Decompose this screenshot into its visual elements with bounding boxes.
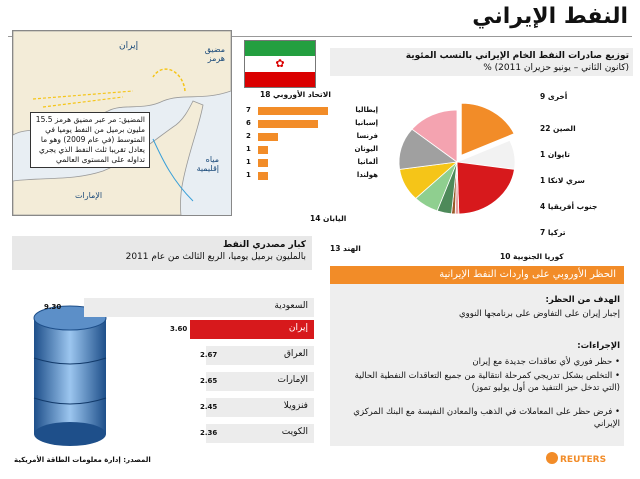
supplier-row xyxy=(206,398,314,417)
embargo-goal-title: الهدف من الحظر: xyxy=(545,295,620,305)
export-pie-chart xyxy=(392,86,522,266)
pie-label-japan: اليابان 14 xyxy=(310,214,347,223)
pie-label-eu: الاتحاد الأوروبي 18 xyxy=(260,90,331,99)
iran-flag xyxy=(244,40,316,88)
eu-row-value: 7 xyxy=(246,106,251,114)
eu-row xyxy=(246,119,378,129)
eu-row xyxy=(246,171,378,181)
supplier-row xyxy=(84,298,314,317)
suppliers-title: كبار مصدري النفط xyxy=(222,240,306,250)
embargo-measures-title: الإجراءات: xyxy=(577,341,620,351)
supplier-name: الإمارات xyxy=(277,375,308,385)
eu-row-bar xyxy=(258,146,268,154)
embargo-goal-text: إجبار إيران على التفاوض على برنامجها النووي xyxy=(458,309,620,319)
eu-row-bar xyxy=(258,159,268,167)
supplier-row xyxy=(190,320,314,339)
pie-label-other: أخرى 9 xyxy=(540,92,568,101)
pie-slice-2 xyxy=(457,162,514,214)
supplier-name: الكويت xyxy=(281,427,308,437)
pie-label-india: الهند 13 xyxy=(330,244,361,253)
distribution-title: توزيع صادرات النفط الخام الإيراني بالنسب المئوية xyxy=(405,51,629,61)
eu-row xyxy=(246,158,378,168)
supplier-value: 2.67 xyxy=(200,351,218,359)
oil-barrel-icon xyxy=(20,300,120,450)
eu-row-value: 1 xyxy=(246,171,251,179)
supplier-value: 2.36 xyxy=(200,429,218,437)
eu-row xyxy=(246,132,378,142)
eu-row-value: 1 xyxy=(246,145,251,153)
eu-row-name: هولندا xyxy=(356,171,378,179)
pie-label-china: الصين 22 xyxy=(540,124,576,133)
eu-row-bar xyxy=(258,172,268,180)
eu-row-name: فرنسا xyxy=(356,132,378,140)
distribution-header xyxy=(330,48,633,76)
flag-emblem-icon: ✿ xyxy=(245,56,315,71)
embargo-measure-3: • فرض حظر على المعاملات في الذهب والمعادن النفيسة مع البنك المركزي الإيراني xyxy=(353,407,620,429)
embargo-header: الحظر الأوروبي على واردات النفط الإيرانية xyxy=(330,266,624,284)
supplier-name: العراق xyxy=(283,349,308,359)
embargo-measure-1: • حظر فوري لأي تعاقدات جديدة مع إيران xyxy=(472,357,620,367)
flag-stripe-green xyxy=(245,41,315,56)
distribution-subtitle: (كانون الثاني – يونيو حزيران 2011) % xyxy=(483,63,629,73)
supplier-value: 9.30 xyxy=(44,303,62,311)
reuters-logo: REUTERS xyxy=(560,455,607,465)
pie-label-skorea: كوريا الجنوبية 10 xyxy=(500,252,564,261)
supplier-row xyxy=(206,346,314,365)
flag-stripe-red xyxy=(245,72,315,87)
map-label-iran: إيران xyxy=(119,41,139,51)
supplier-value: 3.60 xyxy=(170,325,188,333)
supplier-value: 2.65 xyxy=(200,377,218,385)
strait-note: المضيق: مر عبر مضيق هرمز 15.5 مليون برميل من النفط يوميا في المتوسط (في عام 2009) وهو ما يعادل تقريبا ثلث النفط الذي يجري تداوله على المستوى العالمي xyxy=(30,112,150,168)
pie-label-srilanka: سري لانكا 1 xyxy=(540,176,585,185)
supplier-name: السعودية xyxy=(274,301,308,311)
eu-row-name: اليونان xyxy=(354,145,378,153)
map-label-waters: مياه إقليمية xyxy=(196,155,219,173)
page-title: النفط الإيراني xyxy=(472,4,628,29)
eu-row-name: إيطاليا xyxy=(355,106,378,114)
supplier-value: 2.45 xyxy=(200,403,218,411)
eu-row-value: 1 xyxy=(246,158,251,166)
supplier-row xyxy=(206,372,314,391)
reuters-dot-icon xyxy=(546,452,558,464)
embargo-measure-2: • التخلص بشكل تدريجي كمرحلة انتقالية من جميع التعاقدات النفطية الحالية (التي تدخل حيز التنفيذ من أول يوليو تموز) xyxy=(354,371,620,393)
eu-row-bar xyxy=(258,133,278,141)
eu-row-value: 6 xyxy=(246,119,251,127)
suppliers-subtitle: بالمليون برميل يوميا، الربع الثالث من عام 2011 xyxy=(125,252,306,262)
eu-row-value: 2 xyxy=(246,132,251,140)
eu-row xyxy=(246,145,378,155)
source-note: المصدر: إدارة معلومات الطاقة الأمريكية xyxy=(14,456,151,464)
eu-row-bar xyxy=(258,120,318,128)
eu-row-bar xyxy=(258,107,328,115)
supplier-name: فنزويلا xyxy=(283,401,308,411)
eu-row xyxy=(246,106,378,116)
pie-label-turkey: تركيا 7 xyxy=(540,228,566,237)
suppliers-header xyxy=(12,236,312,270)
eu-row-name: إسبانيا xyxy=(355,119,378,127)
map-label-uae: الإمارات xyxy=(75,191,103,200)
pie-label-taiwan: تايوان 1 xyxy=(540,150,570,159)
eu-row-name: ألمانيا xyxy=(357,158,378,166)
pie-label-safrica: جنوب أفريقيا 4 xyxy=(540,202,598,211)
map-label-strait: مضيق هرمز xyxy=(204,45,225,63)
supplier-row xyxy=(206,424,314,443)
supplier-name: إيران xyxy=(288,323,308,333)
